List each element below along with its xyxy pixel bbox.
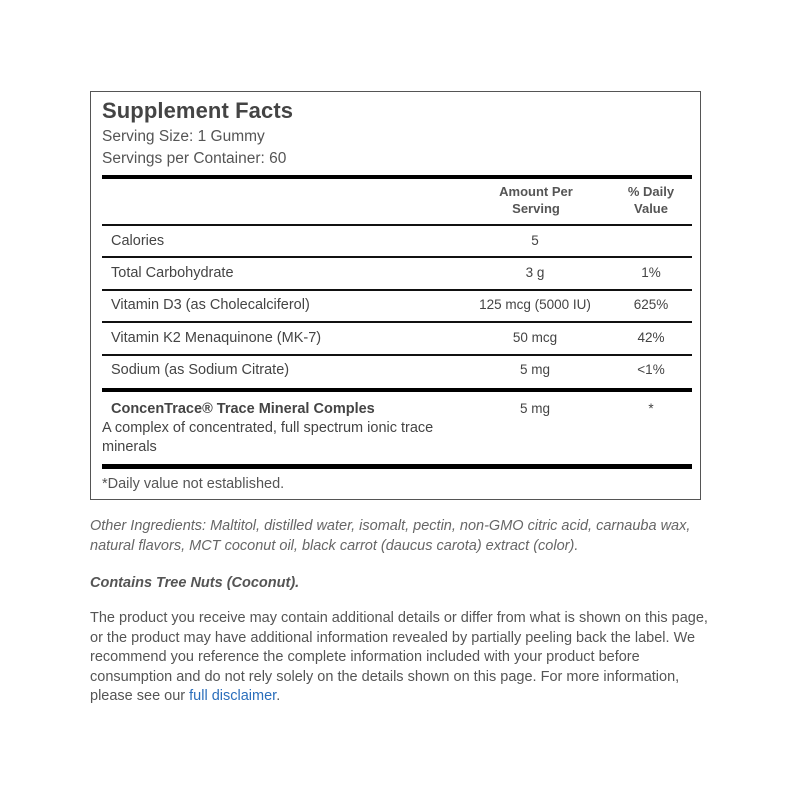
daily-value-footnote: *Daily value not established. bbox=[102, 476, 285, 492]
amount-header-line2: Serving bbox=[512, 201, 560, 216]
nutrient-amount: 5 mg bbox=[519, 362, 550, 377]
heavy-divider bbox=[102, 464, 692, 469]
nutrient-amount: 5 bbox=[531, 233, 539, 248]
blend-dv: * bbox=[648, 401, 654, 416]
nutrient-dv: 1% bbox=[641, 265, 661, 280]
heavy-divider bbox=[102, 388, 692, 392]
amount-header-line1: Amount Per bbox=[499, 184, 573, 199]
panel-title: Supplement Facts bbox=[102, 98, 294, 123]
nutrient-amount: 125 mcg (5000 IU) bbox=[479, 297, 591, 312]
dv-header-line2: Value bbox=[634, 201, 668, 216]
nutrient-label: Sodium (as Sodium Citrate) bbox=[111, 362, 290, 378]
amount-per-serving-header bbox=[471, 183, 601, 217]
daily-value-header bbox=[611, 183, 691, 217]
supplement-facts-panel bbox=[90, 91, 701, 500]
servings-per-container: Servings per Container: 60 bbox=[102, 150, 287, 167]
dv-header-line1: % Daily bbox=[627, 184, 675, 199]
disclaimer-text bbox=[90, 609, 710, 707]
header-divider bbox=[102, 224, 692, 226]
serving-size: Serving Size: 1 Gummy bbox=[102, 128, 265, 145]
nutrient-label: Vitamin D3 (as Cholecalciferol) bbox=[111, 297, 310, 313]
nutrient-label: Total Carbohydrate bbox=[111, 265, 234, 281]
nutrient-label: Calories bbox=[111, 233, 165, 249]
disclaimer-period: . bbox=[276, 688, 281, 704]
allergen-statement: Contains Tree Nuts (Coconut). bbox=[90, 575, 300, 591]
blend-amount: 5 mg bbox=[519, 401, 550, 416]
nutrient-dv: 42% bbox=[637, 330, 665, 345]
other-ingredients: Other Ingredients: Maltitol, distilled water, isomalt, pectin, non-GMO citric acid, carnauba wax, natural flavors, MCT coconut oil, black carrot (daucus carota) extract (color). bbox=[90, 518, 691, 554]
disclaimer-body: The product you receive may contain additional details or differ from what is shown on this page, or the product may have additional information revealed by partially peeling back the label. We recommend you reference the complete information included with your product before consumption and do not rely solely on the details shown on this page. For more information, please see our bbox=[90, 610, 708, 704]
full-disclaimer-link[interactable]: full disclaimer bbox=[189, 688, 277, 704]
nutrient-dv: 625% bbox=[633, 297, 669, 312]
heavy-divider bbox=[102, 175, 692, 179]
row-divider bbox=[102, 321, 692, 323]
row-divider bbox=[102, 289, 692, 291]
row-divider bbox=[102, 354, 692, 356]
blend-description: A complex of concentrated, full spectrum ionic trace minerals bbox=[102, 420, 434, 455]
nutrient-amount: 50 mcg bbox=[512, 330, 558, 345]
nutrient-label: Vitamin K2 Menaquinone (MK-7) bbox=[111, 330, 322, 346]
nutrient-amount: 3 g bbox=[525, 265, 545, 280]
nutrient-dv: <1% bbox=[637, 362, 665, 377]
row-divider bbox=[102, 256, 692, 258]
blend-name: ConcenTrace® Trace Mineral Comples bbox=[111, 401, 375, 417]
